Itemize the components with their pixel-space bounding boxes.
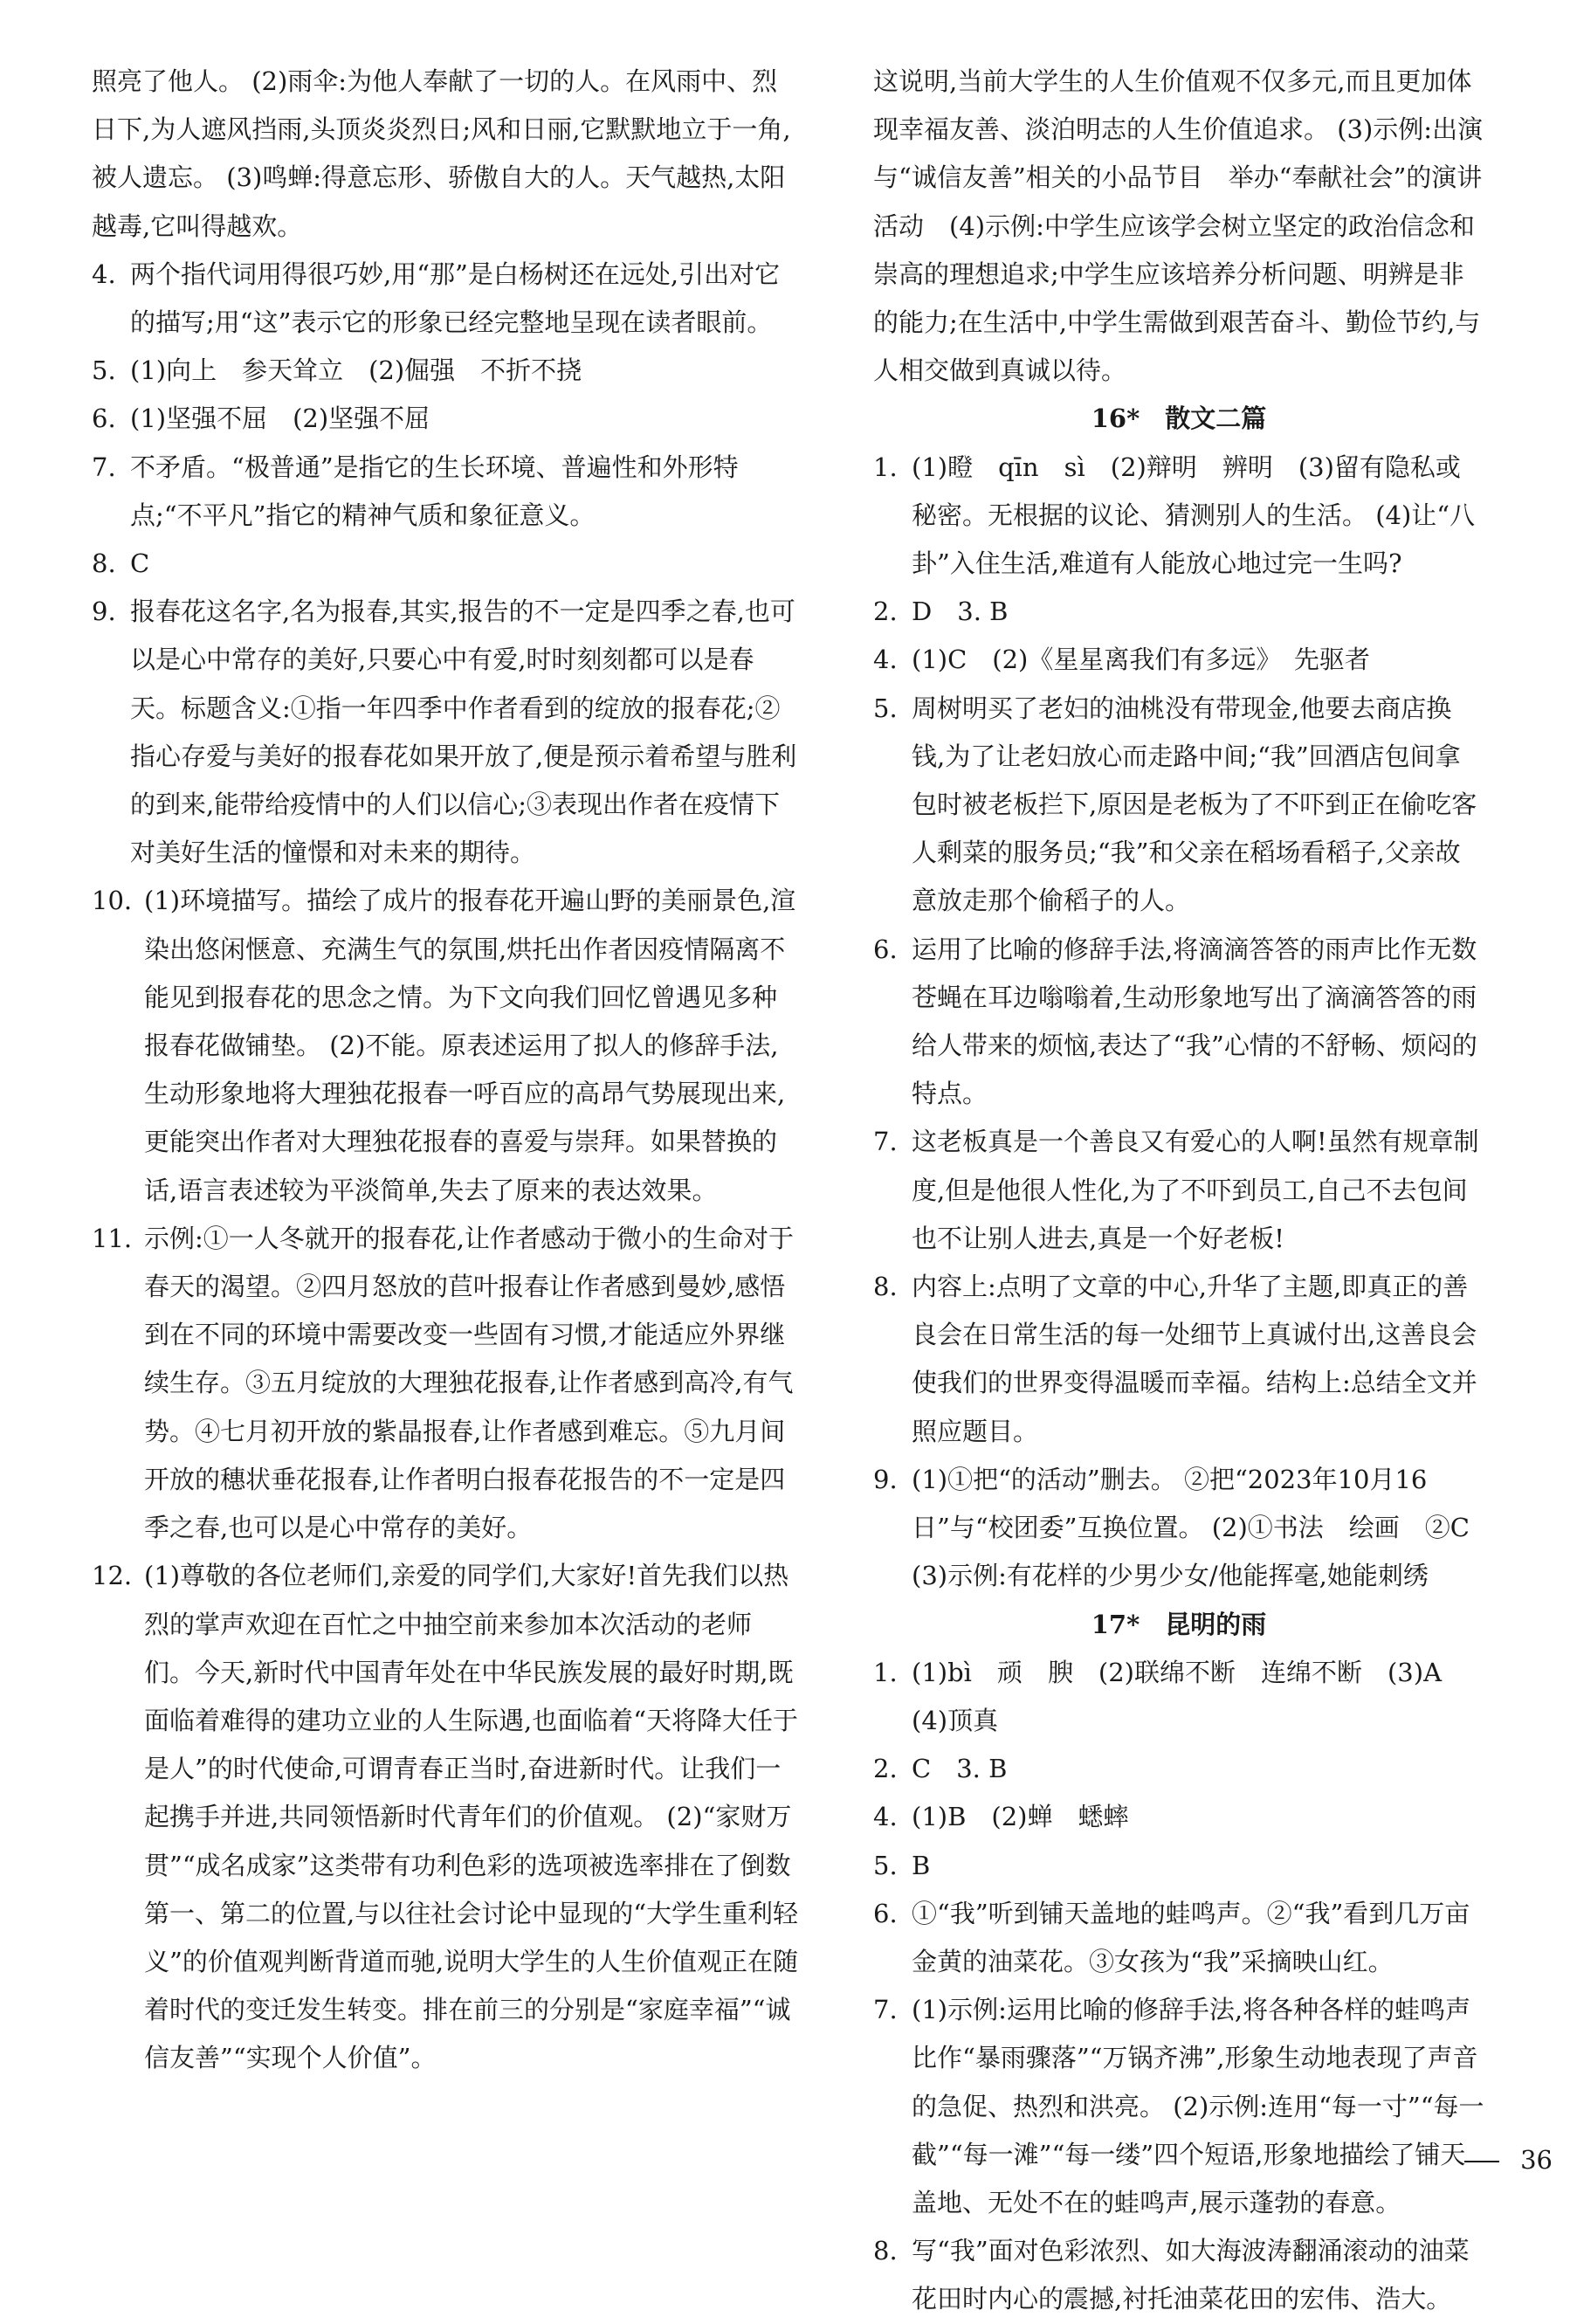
answer-number: 9. [873, 1464, 898, 1494]
answer-text: 内容上:点明了文章的中心,升华了主题,即真正的善良会在日常生活的每一处细节上真诚付出,这善良会使我们的世界变得温暖而幸福。结构上:总结全文并照应题目。 [912, 1272, 1477, 1446]
answer-text: (1)①把“的活动”删去。 ②把“2023年10月16日”与“校团委”互换位置。 (2)①书法 绘画 ②C (3)示例:有花样的少男少女/他能挥毫,她能刺绣 [912, 1464, 1495, 1591]
answer-number: 7. [92, 452, 116, 482]
answer-item [92, 251, 799, 347]
answer-number: 1. [873, 452, 898, 482]
answer-text: (1)环境描写。描绘了成片的报春花开遍山野的美丽景色,渲染出悠闲惬意、充满生气的氛围,烘托出作者因疫情隔离不能见到报春花的思念之情。为下文向我们回忆曾遇见多种报春花做铺垫。 (2)不能。原表述运用了拟人的修辞手法,生动形象地将大理独花报春一呼百应的高昂气势展现出来,更能突出作者对大理独花报春的喜爱与崇拜。如果替换的话,语言表述较为平淡简单,失去了原来的表达效果。 [144, 886, 796, 1205]
answer-item [92, 395, 799, 443]
answer-number: 5. [92, 355, 116, 386]
answer-item [92, 58, 799, 251]
answer-text: D 3. B [912, 597, 1009, 627]
right-column [873, 58, 1495, 2324]
answer-number: 6. [873, 934, 898, 964]
answer-text: ①“我”听到铺天盖地的蛙鸣声。②“我”看到几万亩金黄的油菜花。③女孩为“我”采摘映山红。 [912, 1898, 1470, 1976]
answer-text: 照亮了他人。 (2)雨伞:为他人奉献了一切的人。在风雨中、烈日下,为人遮风挡雨,头顶炎炎烈日;风和日丽,它默默地立于一角,被人遗忘。 (3)鸣蝉:得意忘形、骄傲自大的人。天气越热,太阳越毒,它叫得越欢。 [92, 66, 791, 241]
answer-number: 7. [873, 1995, 898, 2025]
answer-number: 6. [92, 403, 116, 434]
answer-item [873, 1842, 1484, 1890]
answer-number: 11. [92, 1223, 133, 1253]
answer-item [92, 540, 799, 588]
answer-item [873, 685, 1484, 926]
answer-number: 5. [873, 1850, 898, 1880]
page-number-dash [1464, 2161, 1499, 2162]
answer-number: 7. [873, 1127, 898, 1157]
answer-item [873, 1263, 1484, 1456]
answer-number: 8. [873, 1272, 898, 1302]
left-column [92, 58, 799, 2083]
answer-item [92, 1552, 799, 2082]
answer-item [92, 588, 799, 877]
answer-item [873, 2227, 1484, 2323]
answer-item [92, 877, 799, 1214]
section-16-items [873, 444, 1495, 1601]
section-16-title: 16* 散文二篇 [1091, 403, 1267, 434]
answer-item [92, 444, 799, 540]
answer-item [873, 1118, 1484, 1263]
answer-item [873, 444, 1484, 589]
answer-item [92, 347, 799, 395]
answer-text: C [130, 548, 150, 579]
answer-item [873, 636, 1484, 684]
continued-answer: 这说明,当前大学生的人生价值观不仅多元,而且更加体现幸福友善、淡泊明志的人生价值追求。 (3)示例:出演与“诚信友善”相关的小品节目 举办“奉献社会”的演讲活动 (4)示例:中学生应该学会树立坚定的政治信念和崇高的理想追求;中学生应该培养分析问题、明辨是非的能力;在生活中,中学生需做到艰苦奋斗、勤俭节约,与人相交做到真诚以待。 [873, 66, 1484, 386]
answer-item [873, 1745, 1484, 1793]
answer-item [873, 1456, 1495, 1601]
answer-number: 6. [873, 1898, 898, 1928]
answer-number: 4. [873, 1802, 898, 1832]
answer-item [873, 588, 1484, 636]
answer-number: 4. [873, 645, 898, 675]
answer-text: 报春花这名字,名为报春,其实,报告的不一定是四季之春,也可以是心中常存的美好,只要心中有爱,时时刻刻都可以是春天。标题含义:①指一年四季中作者看到的绽放的报春花;②指心存爱与美好的报春花如果开放了,便是预示着希望与胜利的到来,能带给疫情中的人们以信心;③表现出作者在疫情下对美好生活的憧憬和对未来的期待。 [130, 597, 797, 868]
answer-text: (1)瞪 qīn sì (2)辩明 辨明 (3)留有隐私或秘密。无根据的议论、猜测别人的生活。 (4)让“八卦”入住生活,难道有人能放心地过完一生吗? [912, 452, 1476, 579]
answer-number: 5. [873, 693, 898, 723]
answer-text: (1)B (2)蝉 蟋蟀 [912, 1802, 1129, 1832]
answer-number: 2. [873, 597, 898, 627]
answer-text: (1)示例:运用比喻的修辞手法,将各种各样的蛙鸣声比作“暴雨骤落”“万锅齐沸”,形象生动地表现了声音的急促、热烈和洪亮。 (2)示例:连用“每一寸”“每一截”“每一滩”“每一缕”四个短语,形象地描绘了铺天盖地、无处不在的蛙鸣声,展示蓬勃的春意。 [912, 1995, 1484, 2217]
page-number-text: 36 [1520, 2145, 1553, 2175]
answer-text: 两个指代词用得很巧妙,用“那”是白杨树还在远处,引出对它的描写;用“这”表示它的形象已经完整地呈现在读者眼前。 [130, 259, 781, 338]
answer-item [873, 926, 1484, 1119]
section-17-title: 17* 昆明的雨 [1091, 1609, 1267, 1639]
answer-number: 4. [92, 259, 116, 289]
answer-text: C 3. B [912, 1754, 1008, 1784]
answer-text: 示例:①一人冬就开的报春花,让作者感动于微小的生命对于春天的渴望。②四月怒放的苣叶报春让作者感到曼妙,感悟到在不同的环境中需要改变一些固有习惯,才能适应外界继续生存。③五月绽放的大理独花报春,让作者感到高冷,有气势。④七月初开放的紫晶报春,让作者感到难忘。⑤九月间开放的穗状垂花报春,让作者明白报春花报告的不一定是四季之春,也可以是心中常存的美好。 [144, 1223, 794, 1543]
answer-number: 12. [92, 1561, 133, 1591]
answer-item [873, 1986, 1484, 2227]
answer-item [873, 1649, 1484, 1745]
answer-text: 这老板真是一个善良又有爱心的人啊!虽然有规章制度,但是他很人性化,为了不吓到员工,自己不去包间也不让别人进去,真是一个好老板! [912, 1127, 1479, 1253]
answer-number: 8. [873, 2236, 898, 2266]
answer-text: 写“我”面对色彩浓烈、如大海波涛翻涌滚动的油菜花田时内心的震撼,衬托油菜花田的宏伟、浩大。 [912, 2236, 1470, 2314]
answer-number: 1. [873, 1657, 898, 1687]
page-number [1464, 2145, 1553, 2175]
answer-text: (1)坚强不屈 (2)坚强不屈 [130, 403, 430, 434]
section-17-items [873, 1649, 1484, 2324]
answer-item [873, 1793, 1484, 1841]
answer-text: B [912, 1850, 931, 1880]
answer-number: 8. [92, 548, 116, 579]
answer-number: 10. [92, 886, 133, 916]
answer-text: (1)C (2)《星星离我们有多远》 先驱者 [912, 645, 1370, 675]
answer-text: 不矛盾。“极普通”是指它的生长环境、普遍性和外形特点;“不平凡”指它的精神气质和象征意义。 [130, 452, 739, 530]
answer-item [873, 1890, 1484, 1986]
answer-text: (1)bì 顽 腴 (2)联绵不断 连绵不断 (3)A (4)顶真 [912, 1657, 1468, 1735]
answer-text: (1)尊敬的各位老师们,亲爱的同学们,大家好!首先我们以热烈的掌声欢迎在百忙之中抽空前来参加本次活动的老师们。今天,新时代中国青年处在中华民族发展的最好时期,既面临着难得的建功立业的人生际遇,也面临着“天将降大任于是人”的时代使命,可谓青春正当时,奋进新时代。让我们一起携手并进,共同领悟新时代青年们的价值观。 (2)“家财万贯”“成名成家”这类带有功利色彩的选项被选率排在了倒数第一、第二的位置,与以往社会讨论中显现的“大学生重利轻义”的价值观判断背道而驰,说明大学生的人生价值观正在随着时代的变迁发生转变。排在前三的分别是“家庭幸福”“诚信友善”“实现个人价值”。 [144, 1561, 799, 2073]
answer-number: 9. [92, 597, 116, 627]
answer-item [92, 1215, 799, 1552]
answer-text: 运用了比喻的修辞手法,将滴滴答答的雨声比作无数苍蝇在耳边嗡嗡着,生动形象地写出了滴滴答答的雨给人带来的烦恼,表达了“我”心情的不舒畅、烦闷的特点。 [912, 934, 1477, 1109]
answer-number: 2. [873, 1754, 898, 1784]
answer-text: 周树明买了老妇的油桃没有带现金,他要去商店换钱,为了让老妇放心而走路中间;“我”回酒店包间拿包时被老板拦下,原因是老板为了不吓到正在偷吃客人剩菜的服务员;“我”和父亲在稻场看稻子,父亲故意放走那个偷稻子的人。 [912, 693, 1477, 916]
answer-text: (1)向上 参天耸立 (2)倔强 不折不挠 [130, 355, 582, 386]
